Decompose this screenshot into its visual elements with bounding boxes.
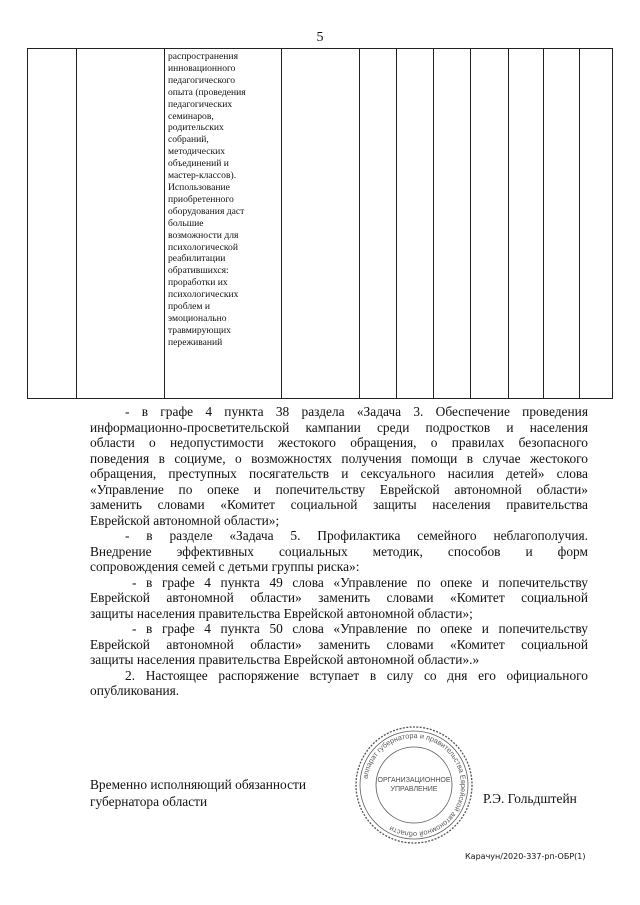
body-line: «Управление по опеке и попечительству Еврейской автономной области» xyxy=(90,481,588,497)
cell-line: мастер-классов). xyxy=(168,170,237,182)
cell-line: возможности для xyxy=(168,229,239,241)
table-cell xyxy=(509,49,544,399)
cell-line: объединений и xyxy=(168,158,229,170)
cell-line: психологической xyxy=(168,241,238,253)
cell-line: обратившихся: xyxy=(168,265,229,277)
cell-line: педагогического xyxy=(168,74,236,86)
body-line: Еврейской автономной области» заменить словами «Комитет социальной xyxy=(90,590,588,605)
table-row xyxy=(28,49,613,399)
body-line: поведения в социуме, о возможностях получения помощи в случае жестокого xyxy=(90,450,588,466)
cell-line: педагогических xyxy=(168,98,233,110)
body-line: обращения, преступных посягательств и сексуального насилия детей» слова xyxy=(90,466,588,481)
body-line: 2. Настоящее распоряжение вступает в силу со дня его официального xyxy=(125,667,588,683)
body-line: опубликования. xyxy=(90,683,180,698)
cell-line: распространения xyxy=(168,51,238,62)
table-cell xyxy=(28,49,77,399)
body-line: Еврейской автономной области» заменить словами «Комитет социальной xyxy=(90,636,588,652)
cell-line: травмирующих xyxy=(168,324,231,336)
page-number: 5 xyxy=(316,30,324,45)
body-line: - в графе 4 пункта 38 раздела «Задача 3. Обеспечение проведения xyxy=(125,404,588,419)
official-seal xyxy=(353,724,475,846)
document-code: Карачун/2020-337-рп-ОБР(1) xyxy=(465,852,586,861)
body-line: - в разделе «Задача 5. Профилактика семейного неблагополучия. xyxy=(125,528,588,543)
body-line: сопровождения семей с детьми группы риска»: xyxy=(90,559,360,574)
cell-line: опыта (проведения xyxy=(168,86,246,98)
body-line: Еврейской автономной области»; xyxy=(90,512,280,528)
continuation-table xyxy=(27,48,613,399)
cell-line: родительских xyxy=(168,122,224,134)
table-cell xyxy=(434,49,471,399)
cell-line: Использование xyxy=(168,181,230,193)
cell-line: проработки их xyxy=(168,277,228,289)
body-line: - в графе 4 пункта 49 слова «Управление по опеке и попечительству xyxy=(132,574,588,590)
table-cell xyxy=(77,49,165,399)
table-cell-description xyxy=(165,49,282,399)
cell-line: эмоционально xyxy=(168,312,227,324)
table-cell xyxy=(580,49,613,399)
seal-outer-ring xyxy=(356,727,472,843)
table-cell xyxy=(544,49,580,399)
cell-line: оборудования даст xyxy=(168,205,245,217)
seal-center-line-2: УПРАВЛЕНИЕ xyxy=(390,786,438,793)
body-line: заменить словами «Комитет социальной защиты населения правительства xyxy=(90,497,588,512)
body-line: защиты населения правительства Еврейской автономной области»; xyxy=(90,605,473,621)
signatory-title xyxy=(90,776,306,810)
body-line: области о недопустимости жестокого обращения, о правилах безопасного xyxy=(90,435,588,450)
cell-line: психологических xyxy=(168,289,239,301)
cell-description-text xyxy=(165,49,281,349)
body-text xyxy=(90,404,588,699)
cell-line: методических xyxy=(168,146,226,158)
cell-line: переживаний xyxy=(168,336,223,348)
cell-line: собраний, xyxy=(168,134,209,146)
signatory-title-line-2: губернатора области xyxy=(90,794,208,809)
table-cell xyxy=(282,49,360,399)
seal-inner-ring xyxy=(376,747,452,823)
seal-ring-text: аппарат губернатора и правительства Еврейской автономной области xyxy=(360,730,469,840)
table-cell xyxy=(360,49,397,399)
cell-line: реабилитации xyxy=(168,253,226,265)
cell-line: проблем и xyxy=(168,301,211,313)
body-line: Внедрение эффективных социальных методик, способов и форм xyxy=(90,543,588,559)
seal-center-line-1: ОРГАНИЗАЦИОННОЕ xyxy=(377,777,451,784)
body-line: защиты населения правительства Еврейской автономной области».» xyxy=(90,652,480,667)
table-cell xyxy=(397,49,434,399)
body-line: информационно-просветительской кампании среди подростков и населения xyxy=(90,419,588,435)
signatory-title-line-1: Временно исполняющий обязанности xyxy=(90,777,307,792)
cell-line: большие xyxy=(168,217,204,229)
body-line: - в графе 4 пункта 50 слова «Управление по опеке и попечительству xyxy=(132,621,588,636)
cell-line: инновационного xyxy=(168,62,236,74)
cell-line: семинаров, xyxy=(168,110,214,122)
table-cell xyxy=(471,49,509,399)
cell-line: приобретенного xyxy=(168,193,234,205)
signatory-name: Р.Э. Гольдштейн xyxy=(483,791,577,806)
